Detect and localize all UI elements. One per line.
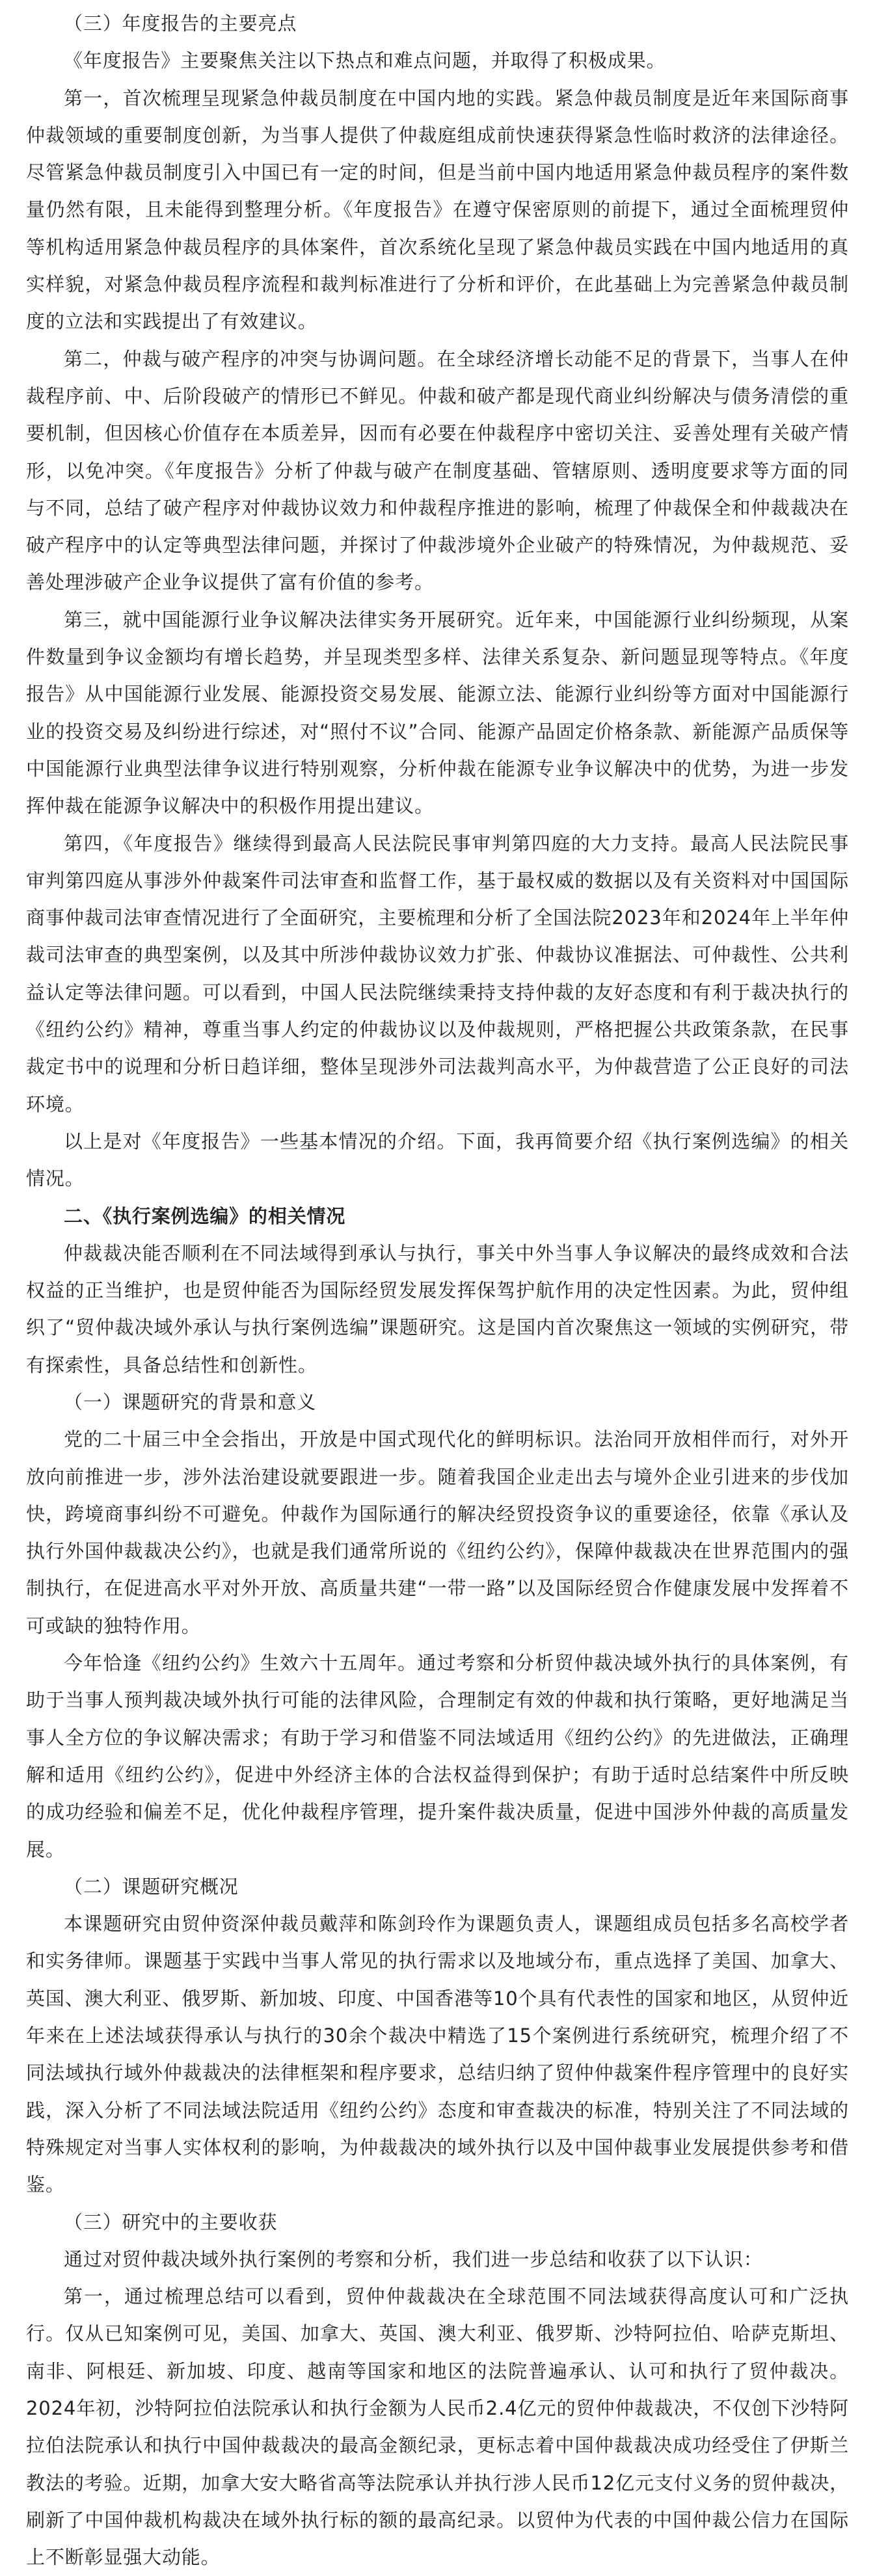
document-page (26, 0, 849, 2576)
section-heading-case-selection: 二、《执行案例选编》的相关情况 (64, 1204, 346, 1227)
paragraph-summary: 以上是对《年度报告》一些基本情况的介绍。下面，我再简要介绍《执行案例选编》的相关情况。 (26, 1130, 849, 1190)
paragraph-gains-first: 第一，通过梳理总结可以看到，贸仲仲裁裁决在全球范围不同法域获得高度认可和广泛执行。仅从已知案例可见，美国、加拿大、英国、澳大利亚、俄罗斯、沙特阿拉伯、哈萨克斯坦、南非、阿根廷、新加坡、印度、越南等国家和地区的法院普遍承认、认可和执行了贸仲裁决。2024年初，沙特阿拉伯法院承认和执行金额为人民币2.4亿元的贸仲仲裁裁决，不仅创下沙特阿拉伯法院承认和执行中国仲裁裁决的最高金额纪录，更标志着中国仲裁裁决成功经受住了伊斯兰教法的考验。近期，加拿大安大略省高等法院承认并执行涉人民币12亿元支付义务的贸仲裁决，刷新了中国仲裁机构裁决在域外执行标的额的最高纪录。以贸仲为代表的中国仲裁公信力在国际上不断彰显强大动能。 (26, 2285, 849, 2569)
paragraph-intro: 《年度报告》主要聚焦关注以下热点和难点问题，并取得了积极成果。 (64, 49, 666, 72)
paragraph-first-point: 第一，首次梳理呈现紧急仲裁员制度在中国内地的实践。紧急仲裁员制度是近年来国际商事仲裁领域的重要制度创新，为当事人提供了仲裁庭组成前快速获得紧急性临时救济的法律途径。尽管紧急仲裁员制度引入中国已有一定的时间，但是当前中国内地适用紧急仲裁员程序的案件数量仍然有限，且未能得到整理分析。《年度报告》在遵守保密原则的前提下，通过全面梳理贸仲等机构适用紧急仲裁员程序的具体案件，首次系统化呈现了紧急仲裁员实践在中国内地适用的真实样貌，对紧急仲裁员程序流程和裁判标准进行了分析和评价，在此基础上为完善紧急仲裁员制度的立法和实践提出了有效建议。 (26, 86, 849, 333)
paragraph-second-point: 第二，仲裁与破产程序的冲突与协调问题。在全球经济增长动能不足的背景下，当事人在仲裁程序前、中、后阶段破产的情形已不鲜见。仲裁和破产都是现代商业纠纷解决与债务清偿的重要机制，但因核心价值存在本质差异，因而有必要在仲裁程序中密切关注、妥善处理有关破产情形，以免冲突。《年度报告》分析了仲裁与破产在制度基础、管辖原则、透明度要求等方面的同与不同，总结了破产程序对仲裁协议效力和仲裁程序推进的影响，梳理了仲裁保全和仲裁裁决在破产程序中的认定等典型法律问题，并探讨了仲裁涉境外企业破产的特殊情况，为仲裁规范、妥善处理涉破产企业争议提供了富有价值的参考。 (26, 347, 849, 594)
subsection-heading-overview: （二）课题研究概况 (64, 1875, 239, 1898)
paragraph-overview: 本课题研究由贸仲资深仲裁员戴萍和陈剑玲作为课题负责人，课题组成员包括多名高校学者和实务律师。课题基于实践中当事人常见的执行需求以及地域分布，重点选择了美国、加拿大、英国、澳大利亚、俄罗斯、新加坡、印度、中国香港等10个具有代表性的国家和地区，从贸仲近年来在上述法域获得承认与执行的30余个裁决中精选了15个案例进行系统研究，梳理介绍了不同法域执行域外仲裁裁决的法律框架和程序要求，总结归纳了贸仲仲裁案件程序管理中的良好实践，深入分析了不同法域法院适用《纽约公约》态度和审查裁决的标准，特别关注了不同法域的特殊规定对当事人实体权利的影响，为仲裁裁决的域外执行以及中国仲裁事业发展提供参考和借鉴。 (26, 1913, 849, 2196)
subsection-heading-background: （一）课题研究的背景和意义 (64, 1390, 317, 1413)
subsection-heading-highlights: （三）年度报告的主要亮点 (64, 12, 297, 34)
paragraph-gains-intro: 通过对贸仲裁决域外执行案例的考察和分析，我们进一步总结和收获了以下认识： (64, 2248, 763, 2270)
paragraph-third-point: 第三，就中国能源行业争议解决法律实务开展研究。近年来，中国能源行业纠纷频现，从案件数量到争议金额均有增长趋势，并呈现类型多样、法律关系复杂、新问题显现等特点。《年度报告》从中国能源行业发展、能源投资交易发展、能源立法、能源行业纠纷等方面对中国能源行业的投资交易及纠纷进行综述，对“照付不议”合同、能源产品固定价格条款、新能源产品质保等中国能源行业典型法律争议进行特别观察，分析仲裁在能源专业争议解决中的优势，为进一步发挥仲裁在能源争议解决中的积极作用提出建议。 (26, 608, 849, 817)
paragraph-background-2: 今年恰逢《纽约公约》生效六十五周年。通过考察和分析贸仲裁决域外执行的具体案例，有助于当事人预判裁决域外执行可能的法律风险，合理制定有效的仲裁和执行策略，更好地满足当事人全方位的争议解决需求；有助于学习和借鉴不同法域适用《纽约公约》的先进做法，正确理解和适用《纽约公约》，促进中外经济主体的合法权益得到保护；有助于适时总结案件中所反映的成功经验和偏差不足，优化仲裁程序管理，提升案件裁决质量，促进中国涉外仲裁的高质量发展。 (26, 1652, 849, 1861)
paragraph-fourth-point: 第四，《年度报告》继续得到最高人民法院民事审判第四庭的大力支持。最高人民法院民事审判第四庭从事涉外仲裁案件司法审查和监督工作，基于最权威的数据以及有关资料对中国国际商事仲裁司法审查情况进行了全面研究，主要梳理和分析了全国法院2023年和2024年上半年仲裁司法审查的典型案例，以及其中所涉仲裁协议效力扩张、仲裁协议准据法、可仲裁性、公共利益认定等法律问题。可以看到，中国人民法院继续秉持支持仲裁的友好态度和有利于裁决执行的《纽约公约》精神，尊重当事人约定的仲裁协议以及仲裁规则，严格把握公共政策条款，在民事裁定书中的说理和分析日趋详细，整体呈现涉外司法裁判高水平，为仲裁营造了公正良好的司法环境。 (26, 832, 849, 1115)
paragraph-section2-intro: 仲裁裁决能否顺利在不同法域得到承认与执行，事关中外当事人争议解决的最终成效和合法权益的正当维护，也是贸仲能否为国际经贸发展发挥保驾护航作用的决定性因素。为此，贸仲组织了“贸仲裁决域外承认与执行案例选编”课题研究。这是国内首次聚焦这一领域的实例研究，带有探索性，具备总结性和创新性。 (26, 1242, 849, 1376)
subsection-heading-gains: （三）研究中的主要收获 (64, 2211, 278, 2233)
paragraph-background-1: 党的二十届三中全会指出，开放是中国式现代化的鲜明标识。法治同开放相伴而行，对外开放向前推进一步，涉外法治建设就要跟进一步。随着我国企业走出去与境外企业引进来的步伐加快，跨境商事纠纷不可避免。仲裁作为国际通行的解决经贸投资争议的重要途径，依靠《承认及执行外国仲裁裁决公约》，也就是我们通常所说的《纽约公约》，保障仲裁裁决在世界范围内的强制执行，在促进高水平对外开放、高质量共建“一带一路”以及国际经贸合作健康发展中发挥着不可或缺的独特作用。 (26, 1428, 849, 1637)
